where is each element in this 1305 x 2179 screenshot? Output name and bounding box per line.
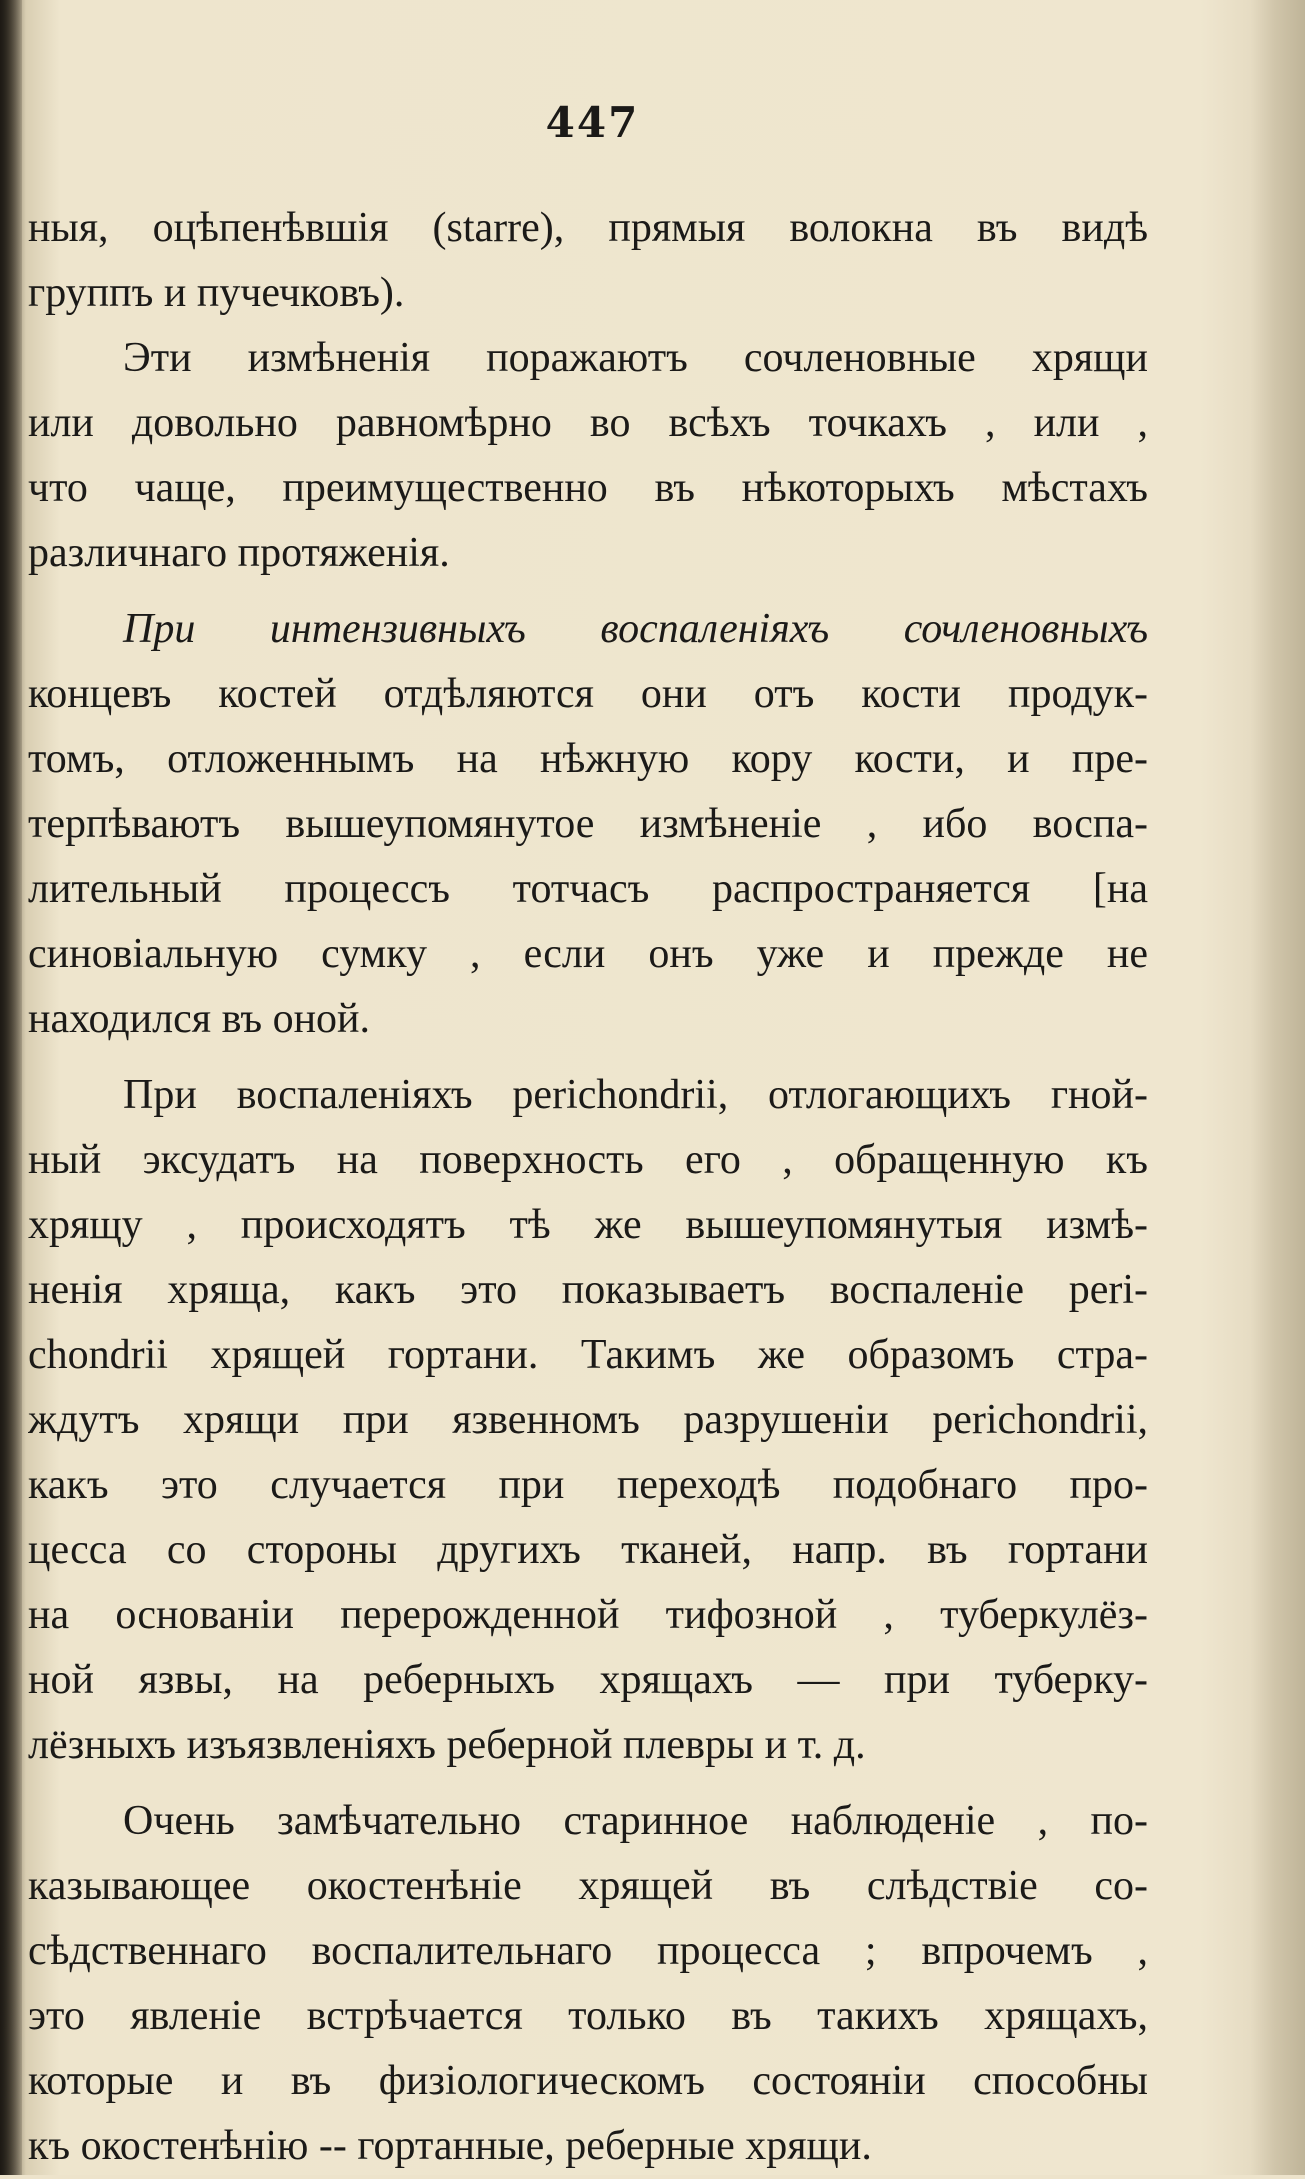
text-line: различнаго протяженія. bbox=[28, 530, 450, 576]
text-line: хрящу , происходятъ тѣ же вышеупомянутыя измѣ- bbox=[28, 1202, 1148, 1248]
text-line: Очень замѣчательно старинное наблюденіе , по- bbox=[123, 1798, 1148, 1844]
text-line: сѣдственнаго воспалительнаго процесса ; впрочемъ , bbox=[28, 1928, 1148, 1974]
text-line: на основаніи перерожденной тифозной , туберкулёз- bbox=[28, 1592, 1148, 1638]
text-line: находился въ оной. bbox=[28, 996, 371, 1042]
text-line: При воспаленіяхъ perichondrii, отлогающихъ гной- bbox=[123, 1072, 1148, 1118]
text-line: ненія хряща, какъ это показываетъ воспаленіе peri- bbox=[28, 1267, 1148, 1313]
text-line: При интензивныхъ воспаленіяхъ сочленовныхъ bbox=[123, 606, 1148, 652]
text-line: которые и въ физіологическомъ состояніи способны bbox=[28, 2058, 1148, 2104]
text-line: терпѣваютъ вышеупомянутое измѣненіе , ибо воспа- bbox=[28, 801, 1148, 847]
text-line: лительный процессъ тотчасъ распространяется [на bbox=[28, 866, 1148, 912]
text-line: chondrii хрящей гортани. Такимъ же образомъ стра- bbox=[28, 1332, 1148, 1378]
text-line: группъ и пучечковъ). bbox=[28, 270, 405, 316]
text-line: томъ, отложеннымъ на нѣжную кору кости, и пре- bbox=[28, 736, 1148, 782]
text-line: ный эксудатъ на поверхность его , обращенную къ bbox=[28, 1137, 1148, 1183]
text-line: ждутъ хрящи при язвенномъ разрушеніи perichondrii, bbox=[28, 1397, 1148, 1443]
text-line: цесса со стороны другихъ тканей, напр. въ гортани bbox=[28, 1527, 1148, 1573]
text-line: какъ это случается при переходѣ подобнаго про- bbox=[28, 1462, 1148, 1508]
text-line: казывающее окостенѣніе хрящей въ слѣдствіе со- bbox=[28, 1863, 1148, 1909]
text-line: ной язвы, на реберныхъ хрящахъ — при туберку- bbox=[28, 1657, 1148, 1703]
text-line: Эти измѣненія поражаютъ сочленовные хрящи bbox=[123, 335, 1148, 381]
spine-shadow bbox=[0, 0, 22, 2175]
body-text bbox=[28, 196, 1148, 2179]
text-line: это явленіе встрѣчается только въ такихъ хрящахъ, bbox=[28, 1993, 1148, 2039]
page-number: 447 bbox=[545, 98, 640, 147]
text-line: ныя, оцѣпенѣвшія (starre), прямыя волокна въ видѣ bbox=[28, 205, 1148, 251]
text-line: къ окостенѣнію -- гортанные, реберные хрящи. bbox=[28, 2123, 872, 2169]
text-line: что чаще, преимущественно въ нѣкоторыхъ мѣстахъ bbox=[28, 465, 1148, 511]
text-line: или довольно равномѣрно во всѣхъ точкахъ , или , bbox=[28, 400, 1148, 446]
text-line: концевъ костей отдѣляются они отъ кости продук- bbox=[28, 671, 1148, 717]
text-line: синовіальную сумку , если онъ уже и прежде не bbox=[28, 931, 1148, 977]
text-line: лёзныхъ изъязвленіяхъ реберной плевры и т. д. bbox=[28, 1722, 866, 1768]
